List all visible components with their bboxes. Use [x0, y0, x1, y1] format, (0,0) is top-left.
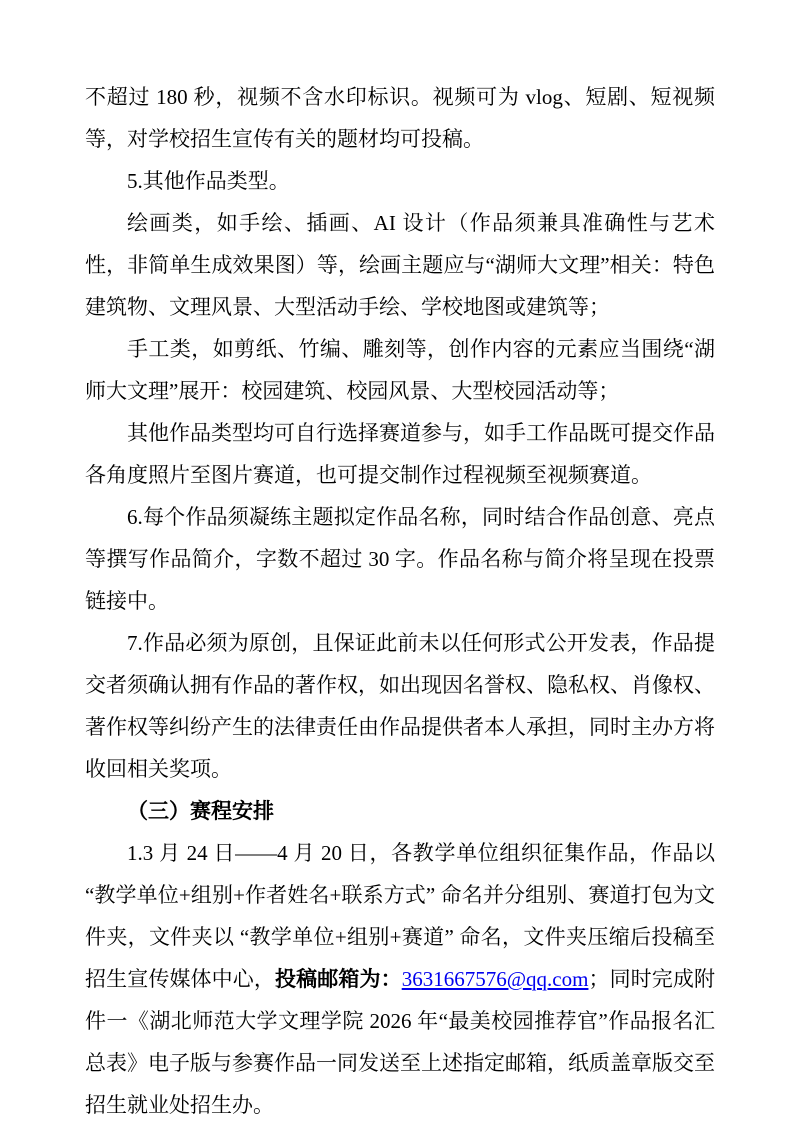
- text-run: ；同时完成附件一《湖北师范大学文理学院 2026 年“最美校园推荐官”作品报名汇总表》电子版与参赛作品一同发送至上述指定邮箱，纸质盖章版交至招生就业处招生办。: [85, 967, 716, 1117]
- para-item-6-title-intro: [85, 496, 715, 622]
- document-body: [85, 76, 715, 1126]
- text-run: 不超过 180 秒，视频不含水印标识。视频可为 vlog、短剧、短视频等，对学校招生宣传有关的题材均可投稿。: [85, 85, 715, 151]
- para-handcraft-category: [85, 328, 715, 412]
- heading-schedule-arrangement: [85, 790, 715, 832]
- email-link[interactable]: 3631667576@qq.com: [401, 967, 589, 991]
- bold-text-run: 投稿邮箱为：: [275, 967, 402, 991]
- text-run: 6.每个作品须凝练主题拟定作品名称，同时结合作品创意、亮点等撰写作品简介，字数不超过 30 字。作品名称与简介将呈现在投票链接中。: [85, 505, 715, 613]
- para-video-rules-continuation: [85, 76, 715, 160]
- text-run: 手工类，如剪纸、竹编、雕刻等，创作内容的元素应当围绕“湖师大文理”展开：校园建筑、校园风景、大型校园活动等；: [85, 337, 715, 403]
- text-run: 5.其他作品类型。: [127, 169, 290, 193]
- text-run: 7.作品必须为原创，且保证此前未以任何形式公开发表，作品提交者须确认拥有作品的著作权，如出现因名誉权、隐私权、肖像权、著作权等纠纷产生的法律责任由作品提供者本人承担，同时主办方将收回相关奖项。: [85, 631, 715, 781]
- bold-text-run: （三）赛程安排: [127, 799, 274, 823]
- para-item-5-other-work-types: [85, 160, 715, 202]
- text-run: 其他作品类型均可自行选择赛道参与，如手工作品既可提交作品各角度照片至图片赛道，也可提交制作过程视频至视频赛道。: [85, 421, 715, 487]
- para-other-types-track-choice: [85, 412, 715, 496]
- para-item-7-originality: [85, 622, 715, 790]
- text-run: 1.3 月 24 日——4 月 20 日，各教学单位组织征集作品，作品以 “教学单位+组别+作者姓名+联系方式” 命名并分组别、赛道打包为文件夹，文件夹以 “教学单位+组别+赛道” 命名，文件夹压缩后投稿至招生宣传媒体中心，: [85, 841, 715, 991]
- para-schedule-step-1: [85, 832, 715, 1126]
- para-painting-category: [85, 202, 715, 328]
- text-run: 绘画类，如手绘、插画、AI 设计（作品须兼具准确性与艺术性，非简单生成效果图）等，绘画主题应与“湖师大文理”相关：特色建筑物、文理风景、大型活动手绘、学校地图或建筑等；: [85, 211, 715, 319]
